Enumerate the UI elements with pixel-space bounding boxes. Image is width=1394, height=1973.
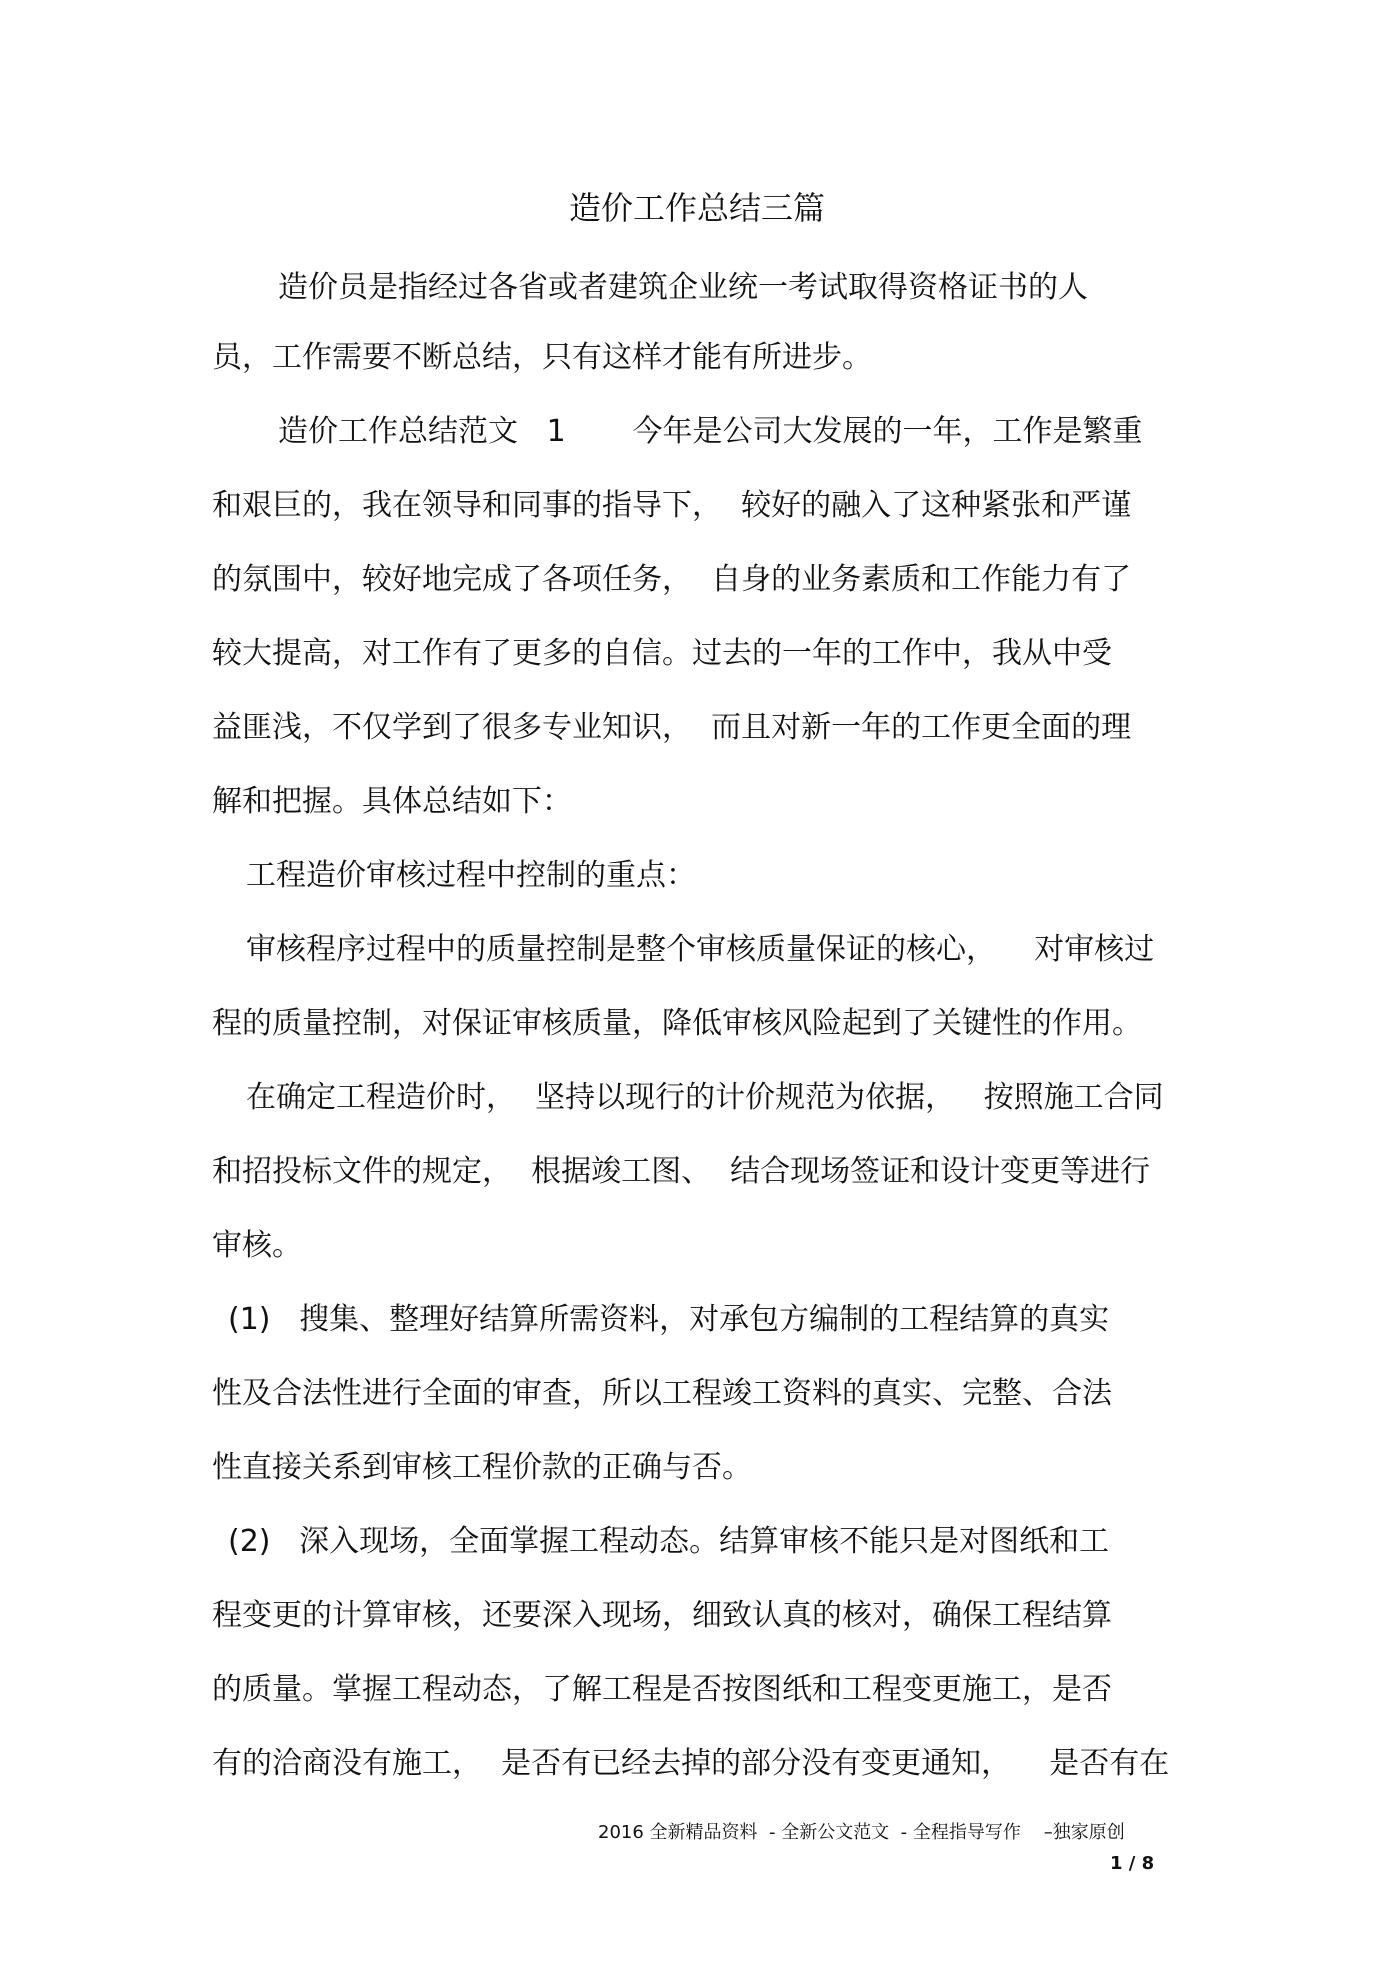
text-line: (2) 深入现场，全面掌握工程动态。结算审核不能只是对图纸和工	[228, 1524, 1110, 1559]
text-line: 审核程序过程中的质量控制是整个审核质量保证的核心， 对审核过	[246, 932, 1155, 967]
text-line: 的质量。掌握工程动态，了解工程是否按图纸和工程变更施工，是否	[212, 1672, 1112, 1707]
text-line: 审核。	[212, 1228, 302, 1263]
text-line: 益匪浅，不仅学到了很多专业知识， 而且对新一年的工作更全面的理	[212, 710, 1132, 745]
text-line: 和艰巨的，我在领导和同事的指导下， 较好的融入了这种紧张和严谨	[212, 488, 1132, 523]
page-number: 1 / 8	[1110, 1853, 1155, 1874]
text-line: 造价工作总结范文 1 今年是公司大发展的一年，工作是繁重	[278, 414, 1143, 449]
page-footer: 2016 全新精品资料 - 全新公文范文 - 全程指导写作 –独家原创	[598, 1822, 1125, 1843]
text-line: 较大提高，对工作有了更多的自信。过去的一年的工作中，我从中受	[212, 636, 1112, 671]
text-line: 和招投标文件的规定， 根据竣工图、 结合现场签证和设计变更等进行	[212, 1154, 1151, 1189]
document-title: 造价工作总结三篇	[568, 189, 825, 227]
text-line: (1) 搜集、整理好结算所需资料，对承包方编制的工程结算的真实	[228, 1302, 1110, 1337]
text-line: 造价员是指经过各省或者建筑企业统一考试取得资格证书的人	[278, 270, 1088, 305]
text-line: 性直接关系到审核工程价款的正确与否。	[212, 1450, 752, 1485]
text-line: 员，工作需要不断总结，只有这样才能有所进步。	[212, 340, 872, 375]
text-line: 工程造价审核过程中控制的重点：	[246, 858, 696, 893]
text-line: 的氛围中，较好地完成了各项任务， 自身的业务素质和工作能力有了	[212, 562, 1132, 597]
text-line: 解和把握。具体总结如下：	[212, 784, 572, 819]
text-line: 程的质量控制，对保证审核质量，降低审核风险起到了关键性的作用。	[212, 1006, 1142, 1041]
text-line: 程变更的计算审核，还要深入现场，细致认真的核对，确保工程结算	[212, 1598, 1112, 1633]
text-line: 有的洽商没有施工， 是否有已经去掉的部分没有变更通知， 是否有在	[212, 1746, 1170, 1781]
text-line: 在确定工程造价时， 坚持以现行的计价规范为依据， 按照施工合同	[246, 1080, 1164, 1115]
text-line: 性及合法性进行全面的审查，所以工程竣工资料的真实、完整、合法	[212, 1376, 1112, 1411]
